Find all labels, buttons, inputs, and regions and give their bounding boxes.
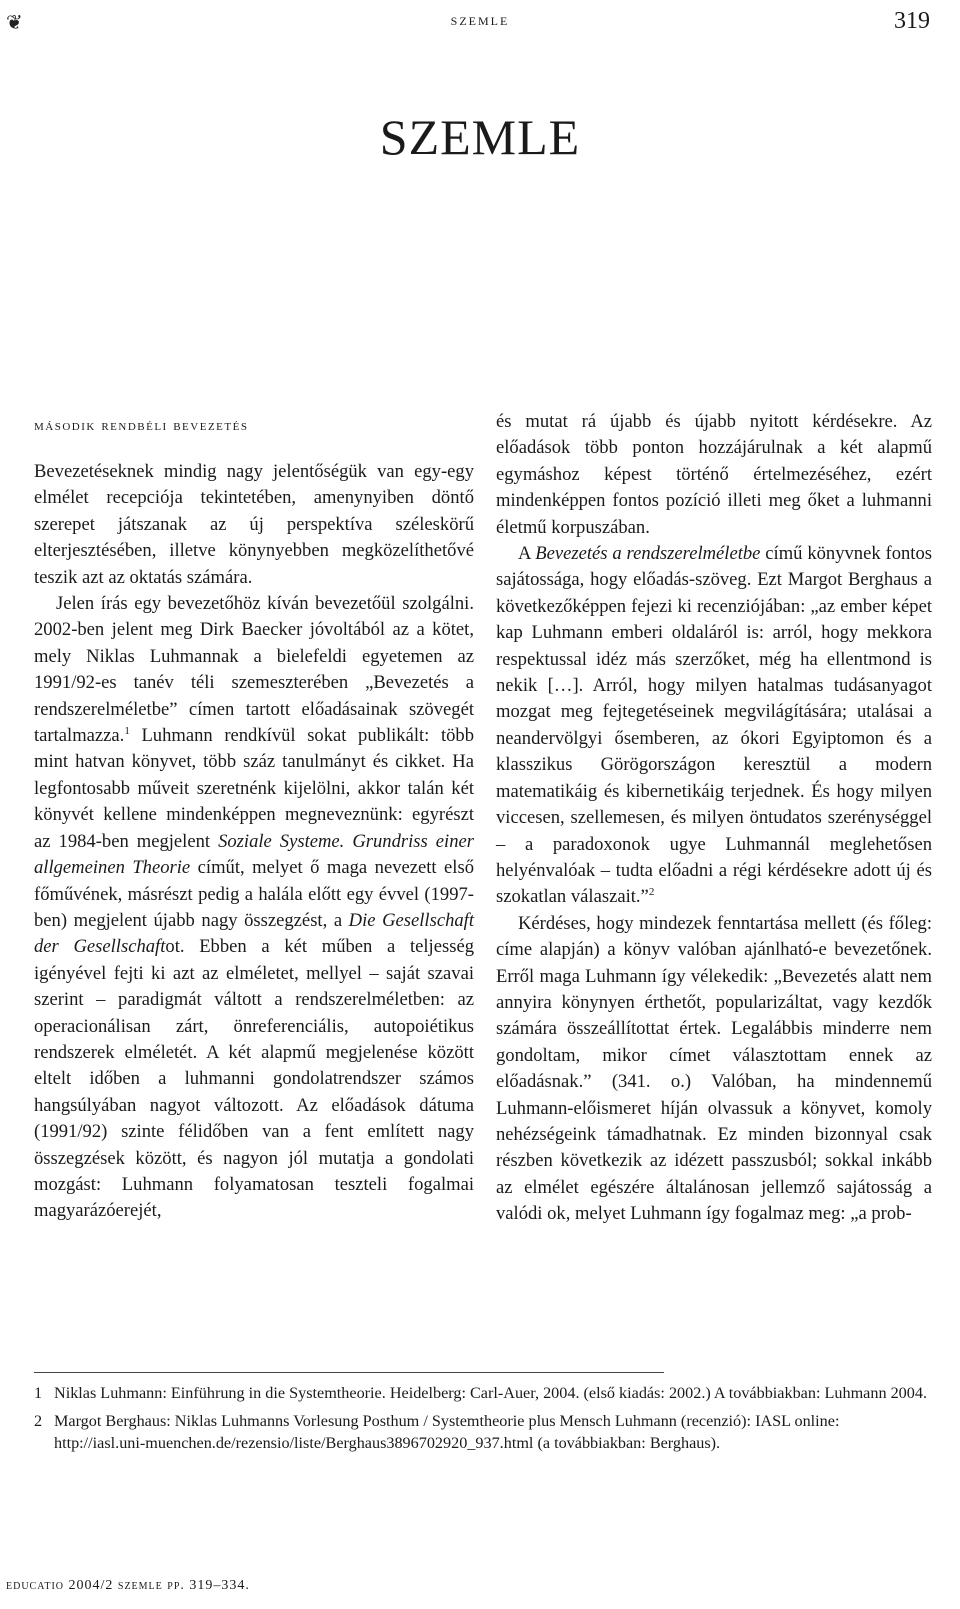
footnote-ref: 1 <box>124 724 130 737</box>
running-head <box>0 8 960 38</box>
footnote-ref: 2 <box>648 886 655 899</box>
footnote <box>34 1382 934 1404</box>
footnote <box>34 1410 934 1454</box>
paragraph: és mutat rá újabb és újabb nyitott kérdésekre. Az előadások több ponton hozzájárulnak a két alapmű egymáshoz képest történő értelmezéséhez, ezért mindenképpen fontos pozíció illeti meg őket a luhmanni életmű korpuszában. <box>496 411 932 538</box>
book-title: Soziale Systeme. Grundriss einer allgemeinen Theorie <box>34 830 474 879</box>
footnotes <box>34 1382 934 1460</box>
section-title: SZEMLE <box>379 108 581 165</box>
footnote-number: 1 <box>34 1384 43 1402</box>
right-column <box>496 409 932 1228</box>
footnote-number: 2 <box>34 1412 43 1430</box>
footnote-divider <box>34 1372 664 1373</box>
page-number: 319 <box>894 8 930 34</box>
paragraph: Kérdéses, hogy mindezek fenntartása mellett (és főleg: címe alapján) a könyv valóban ajánlható-e bevezetőnek. Erről maga Luhmann így vélekedik: „Bevezetés alatt nem annyira könynyen érthetőt, popularizáltat, vagy kezdők számára összeállítottat értek. Legalábbis minderre nem gondoltam, mikor címet választottam ennek az előadásnak.” (341. o.) Valóban, ha mindennemű Luhmann-előismeret híján olvassuk a könyvet, komoly nehézségeink támadhatnak. Ez minden bizonnyal csak részben következik az idézett passzusból; sokkal inkább az elmélet egészére általánosan jellemző sajátosság a valódi ok, melyet Luhmann így fogalmaz meg: „a prob- <box>496 912 932 1225</box>
paragraph: Bevezetéseknek mindig nagy jelentőségük van egy-egy elmélet recepciója tekintetében, amenynyiben döntő szerepet játszanak az új perspektíva széleskörű elterjesztésében, illetve könynyebben megközelíthetővé teszik azt az oktatás számára. <box>34 461 474 588</box>
footnote-text: Margot Berghaus: Niklas Luhmanns Vorlesung Posthum / Systemtheorie plus Mensch Luhmann (recenzió): IASL online: http://iasl.uni-muenchen.de/rezensio/liste/Berghaus3896702920_937.html (a továbbiakban: Berghaus). <box>54 1412 840 1452</box>
journal-citation: educatio 2004/2 szemle pp. 319–334. <box>6 1578 250 1593</box>
article-subheading: második rendbéli bevezetés <box>34 417 249 434</box>
book-title: Die Gesellschaft der Gesellschaft <box>34 909 474 958</box>
footnote-text: Niklas Luhmann: Einführung in die Systemtheorie. Heidelberg: Carl-Auer, 2004. (első kiadás: 2002.) A továbbiakban: Luhmann 2004. <box>54 1384 928 1402</box>
left-column <box>34 415 474 1225</box>
paragraph: Jelen írás egy bevezetőhöz kíván bevezetőül szolgálni. 2002-ben jelent meg Dirk Baecker jóvoltából az a kötet, mely Niklas Luhmannak a bielefeldi egyetemen az 1991/92-es tanév téli szemeszterében „Bevezetés a rendszerelméletbe” címen tartott előadásainak szövegét tartalmazza.$^1$ Luhmann rendkívül sokat publikált: több mint hatvan könyvet, több száz tanulmányt és cikket. Ha legfontosabb műveit szeretnénk kijelölni, akkor talán két könyvét kellene mindenképpen megneveznünk: egyrészt az 1984-ben megjelent Soziale Systeme. Grundriss einer allgemeinen Theorie címűt, melyet ő maga nevezett első főművének, másrészt pedig a halála előtt egy évvel (1997-ben) megjelent újabb nagy összegzést, a Die Gesellschaft der Gesellschaftot. Ebben a két műben a teljesség igényével fejti ki azt az elméletet, mellyel – saját szavai szerint – paradigmát váltott a rendszerelméletben: az operacionálisan zárt, önreferenciális, autopoiétikus rendszerek elméletét. A két alapmű megjelenése között eltelt időben a luhmanni gondolatrendszer számos hangsúlyában nagyot változott. Az előadások dátuma (1991/92) szinte félidőben van a fent említett nagy összegzések között, és nagyon jól mutatja a gondolati mozgást: Luhmann folyamatosan teszteli fogalmai magyarázóerejét, <box>34 593 474 1222</box>
paragraph: A Bevezetés a rendszerelméletbe című könyvnek fontos sajátossága, hogy előadás-szöveg. Ezt Margot Berghaus a következőképpen fejezi ki recenziójában: „az ember képet kap Luhmann emberi oldaláról is: arról, hogy mekkora respektussal idéz más szerzőket, még ha ellentmond is nekik […]. Arról, hogy milyen hatalmas tudásanyagot mozgat meg fejtegetéseinek megvilágítására; utalásai a neandervölgyi ősemberen, az ókori Egyiptomon és a klasszikus Görögországon keresztül a modern matematikáig és kibernetikáig terjednek. És hogy milyen viccesen, szellemesen, és milyen öntudatos szerénységgel – a paradoxonok ugye Luhmannál meglehetősen helyénvalóak – tudta előadni a régi kérdésekre adott új és szokatlan válaszait.”$^2$ <box>496 543 932 908</box>
book-title: Bevezetés a rendszerelméletbe <box>535 543 761 565</box>
running-title: szemle <box>450 10 510 29</box>
leaf-icon: ❦ <box>6 10 23 34</box>
